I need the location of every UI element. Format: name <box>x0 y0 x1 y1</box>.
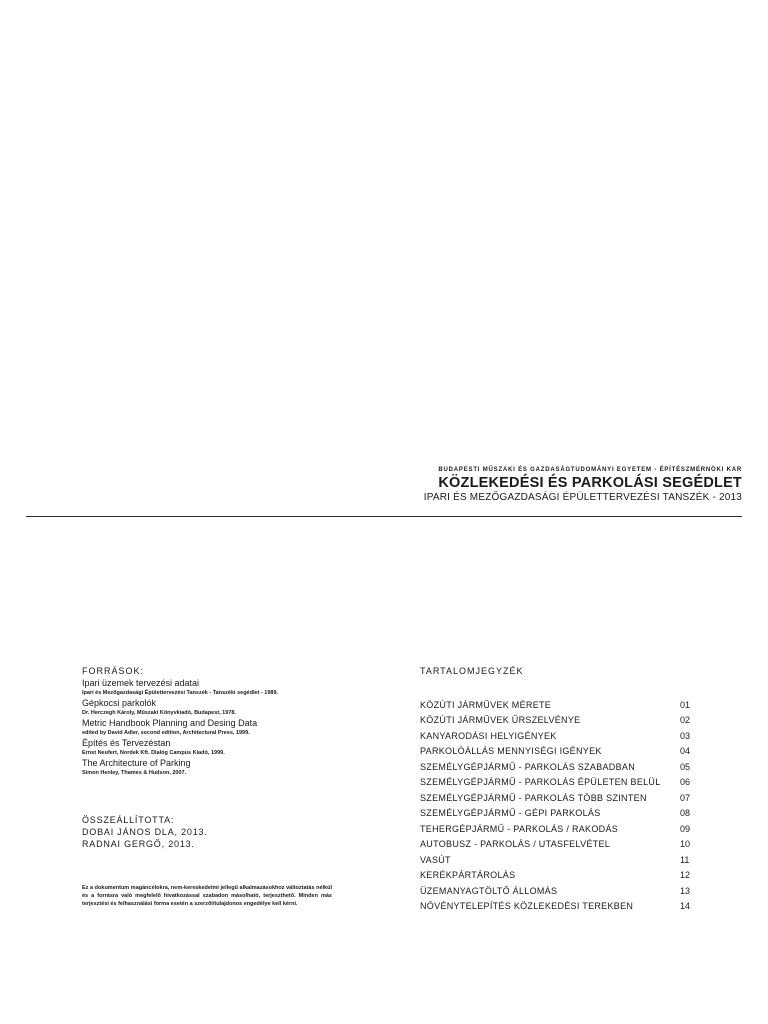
toc-row <box>420 728 694 744</box>
toc-label: VASÚT <box>420 854 451 865</box>
toc-label: NÖVÉNYTELEPÍTÉS KÖZLEKEDÉSI TEREKBEN <box>420 901 634 912</box>
toc-heading: TARTALOMJEGYZÉK <box>420 666 524 676</box>
toc-page-number: 13 <box>680 885 691 896</box>
toc-label: SZEMÉLYGÉPJÁRMŰ - PARKOLÁS TÖBB SZINTEN <box>420 792 647 803</box>
source-title: Gépkocsi parkolók <box>82 698 157 708</box>
toc-label: SZEMÉLYGÉPJÁRMŰ - GÉPI PARKOLÁS <box>420 808 601 819</box>
university-line: BUDAPESTI MŰSZAKI ÉS GAZDASÁGTUDOMÁNYI EGYETEM - ÉPÍTÉSZMÉRNÖKI KAR <box>438 467 742 473</box>
toc-row <box>420 821 694 837</box>
toc-row <box>420 868 694 884</box>
toc-label: TEHERGÉPJÁRMŰ - PARKOLÁS / RAKODÁS <box>420 823 619 834</box>
toc-label: PARKOLÓÁLLÁS MENNYISÉGI IGÉNYEK <box>420 746 602 757</box>
license-disclaimer: Ez a dokumentum magáncélokra, nem-kereskedelmi jellegű alkalmazásokhoz változtatás nélkül és a forrásra való megfelelő hivatkozással szabadon másolható, terjeszthető. Minden más terjesztési és felhasználási forma esetén a szerzői/tulajdonos engedélye kell kérni. <box>82 885 332 907</box>
toc-page-number: 04 <box>680 746 691 757</box>
source-title: Építés és Tervezéstan <box>82 738 171 748</box>
toc-row <box>420 713 694 729</box>
header-divider <box>26 516 742 517</box>
document-subtitle: IPARI ÉS MEZŐGAZDASÁGI ÉPÜLETTERVEZÉSI TANSZÉK - 2013 <box>423 492 742 503</box>
toc-row <box>420 852 694 868</box>
toc-page-number: 05 <box>680 761 691 772</box>
toc-label: KANYARODÁSI HELYIGÉNYEK <box>420 730 557 741</box>
toc-row <box>420 697 694 713</box>
toc-label: KERÉKPÁRTÁROLÁS <box>420 870 516 881</box>
toc-page-number: 12 <box>680 870 691 881</box>
sources-section <box>82 666 342 778</box>
source-detail: Ernst Neufert, Nordek Kft. Dialóg Campus Kiadó, 1999. <box>82 750 225 756</box>
toc-row <box>420 837 694 853</box>
source-detail: Ipari és Mezőgazdasági Épülettervezési Tanszék - Tanszéki segédlet - 1989. <box>82 690 279 696</box>
compiler-name: DOBAI JÁNOS DLA, 2013. <box>82 827 208 837</box>
toc-label: AUTOBUSZ - PARKOLÁS / UTASFELVÉTEL <box>420 839 611 850</box>
toc-page-number: 01 <box>680 699 691 710</box>
toc-label: KÖZÚTI JÁRMŰVEK ŰRSZELVÉNYE <box>420 715 581 726</box>
source-detail: edited by David Adler, second edition, Architectural Press, 1999. <box>82 730 250 736</box>
sources-heading: FORRÁSOK: <box>82 666 145 676</box>
toc-label: ÜZEMANYAGTÖLTŐ ÁLLOMÁS <box>420 885 558 896</box>
toc-row <box>420 744 694 760</box>
document-title: KÖZLEKEDÉSI ÉS PARKOLÁSI SEGÉDLET <box>438 475 742 491</box>
toc-row <box>420 790 694 806</box>
toc-page-number: 06 <box>680 777 691 788</box>
compiled-heading: ÖSSZEÁLLÍTOTTA: <box>82 815 175 825</box>
toc-page-number: 10 <box>680 839 691 850</box>
toc-page-number: 03 <box>680 730 691 741</box>
toc-row <box>420 775 694 791</box>
toc-row <box>420 806 694 822</box>
source-title: Ipari üzemek tervezési adatai <box>82 678 200 688</box>
toc-label: KÖZÚTI JÁRMŰVEK MÉRETE <box>420 699 552 710</box>
toc-row <box>420 883 694 899</box>
toc-page-number: 14 <box>680 901 691 912</box>
compiler-name: RADNAI GERGŐ, 2013. <box>82 839 195 849</box>
table-of-contents <box>420 666 694 914</box>
toc-page-number: 08 <box>680 808 691 819</box>
toc-row <box>420 759 694 775</box>
toc-page-number: 07 <box>680 792 691 803</box>
document-header <box>424 466 742 504</box>
toc-page-number: 02 <box>680 715 691 726</box>
toc-page-number: 09 <box>680 823 691 834</box>
source-title: Metric Handbook Planning and Desing Data <box>82 718 258 728</box>
source-detail: Simon Henley, Thames & Hudson, 2007. <box>82 770 187 776</box>
source-title: The Architecture of Parking <box>82 758 191 768</box>
toc-label: SZEMÉLYGÉPJÁRMŰ - PARKOLÁS SZABADBAN <box>420 761 636 772</box>
compiled-by-section <box>82 814 342 850</box>
toc-row <box>420 899 694 915</box>
toc-page-number: 11 <box>680 854 690 865</box>
toc-label: SZEMÉLYGÉPJÁRMŰ - PARKOLÁS ÉPÜLETEN BELÜL <box>420 777 661 788</box>
source-detail: Dr. Herczegh Károly, Műszaki Könyvkiadó, Budapest, 1978. <box>82 710 236 716</box>
